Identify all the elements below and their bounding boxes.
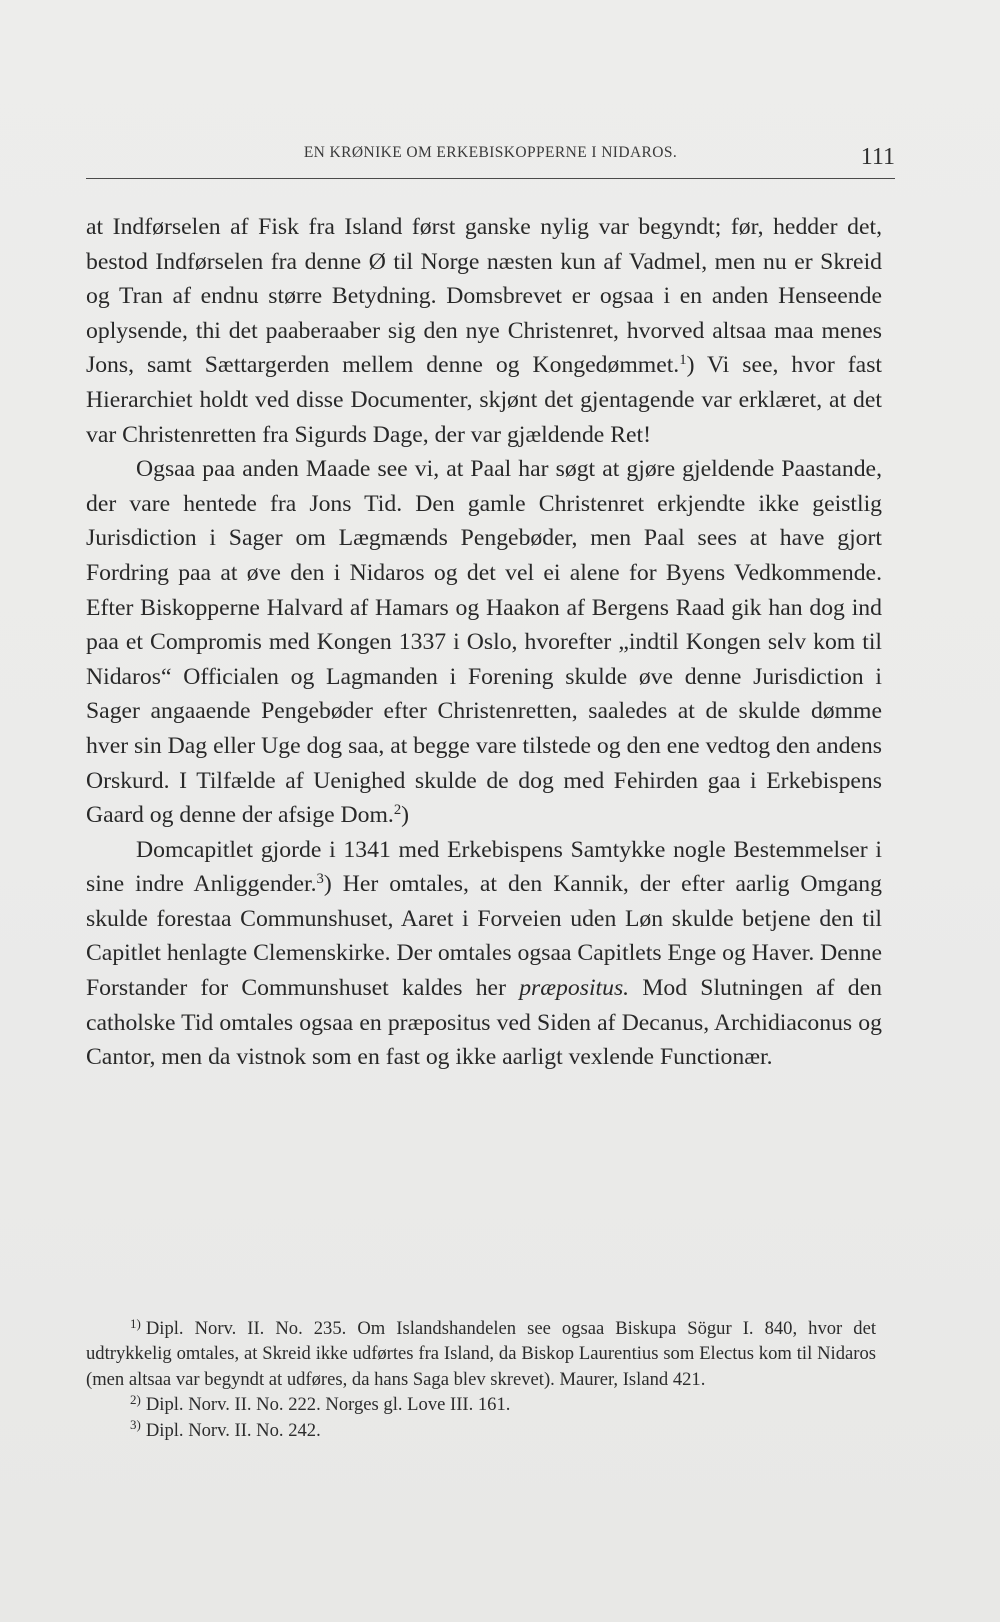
page-header xyxy=(86,136,895,179)
paragraph-1-text: at Indførselen af Fisk fra Island først ganske nylig var begyndt; før, hedder det, bestod Indførselen fra denne Ø til Norge næsten kun af Vadmel, men nu er Skreid og Tran af endnu større Betydning. Domsbrevet er ogsaa i en anden Henseende oplysende, thi det paaberaaber sig den nye Christenret, hvorved altsaa maa menes Jons, samt Sættargerden mellem denne og Kongedømmet. xyxy=(86,214,882,379)
footnotes xyxy=(86,1316,876,1443)
paragraph-2 xyxy=(86,452,882,833)
footnote-ref-1: 1 xyxy=(679,352,687,369)
italic-term: præpositus. xyxy=(519,975,630,1002)
paragraph-3-text-end: Mod Slutningen af den catholske Tid omtales ogsaa en præpositus ved Siden af Decanus, Archidiaconus og Cantor, men da vistnok som en fast og ikke aarligt vexlende Functionær. xyxy=(86,975,882,1071)
paragraph-2-text: Ogsaa paa anden Maade see vi, at Paal har søgt at gjøre gjeldende Paastande, der vare hentede fra Jons Tid. Den gamle Christenret erkjendte ikke geistlig Jurisdiction i Sager om Lægmænds Pengebøder, men Paal sees at have gjort Fordring paa at øve den i Nidaros og det vel ei alene for Byens Vedkommende. Efter Biskopperne Halvard af Hamars og Haakon af Bergens Raad gik han dog ind paa et Compromis med Kongen 1337 i Oslo, hvorefter „indtil Kongen selv kom til Nidaros“ Officialen og Lagmanden i Forening skulde øve denne Jurisdiction i Sager angaaende Pengebøder efter Christenretten, saaledes at de skulde dømme hver sin Dag eller Uge dog saa, at begge vare tilstede og den ene vedtog den andens Orskurd. I Tilfælde af Uenighed skulde de dog med Fehirden gaa i Erkebispens Gaard og denne der afsige Dom. xyxy=(86,456,882,829)
paragraph-1-text-cont: ) Vi see, hvor fast Hierarchiet holdt ved disse Documenter, skjønt det gjentagende var erklæret, at det var Christenretten fra Sigurds Dage, der var gjældende Ret! xyxy=(86,352,882,448)
paragraph-3-text: Domcapitlet gjorde i 1341 med Erkebispens Samtykke nogle Bestemmelser i sine indre Anliggender. xyxy=(86,836,882,898)
main-text xyxy=(86,210,882,1075)
footnote-1 xyxy=(86,1316,876,1392)
paragraph-3 xyxy=(86,833,882,1075)
paragraph-1 xyxy=(86,210,882,452)
footnote-3-mark: 3) xyxy=(130,1417,141,1433)
footnote-3 xyxy=(86,1418,876,1443)
footnote-ref-2: 2 xyxy=(393,802,402,819)
footnote-3-text: Dipl. Norv. II. No. 242. xyxy=(145,1419,321,1441)
running-title: EN KRØNIKE OM ERKEBISKOPPERNE I NIDAROS. xyxy=(303,144,678,161)
footnote-1-mark: 1) xyxy=(130,1315,141,1331)
footnote-2-text: Dipl. Norv. II. No. 222. Norges gl. Love III. 161. xyxy=(145,1394,511,1416)
paragraph-2-text-cont: ) xyxy=(401,802,410,829)
footnote-2-mark: 2) xyxy=(130,1391,141,1407)
footnote-ref-3: 3 xyxy=(316,871,324,888)
footnote-2 xyxy=(86,1392,876,1417)
paragraph-3-text-cont: ) Her omtales, at den Kannik, der efter aarlig Omgang skulde forestaa Communshuset, Aaret i Forveien uden Løn skulde betjene den til Capitlet henlagte Clemenskirke. Der omtales ogsaa Capitlets Enge og Haver. Denne Forstander for Communshuset kaldes her xyxy=(86,871,882,1002)
page-number: 111 xyxy=(860,144,895,170)
footnote-1-text: Dipl. Norv. II. No. 235. Om Islandshandelen see ogsaa Biskupa Sögur I. 840, hvor det udtrykkelig omtales, at Skreid ikke udførtes fra Island, da Biskop Laurentius som Electus kom til Nidaros (men altsaa var begyndt at udføres, da hans Saga blev skrevet). Maurer, Island 421. xyxy=(86,1318,876,1390)
